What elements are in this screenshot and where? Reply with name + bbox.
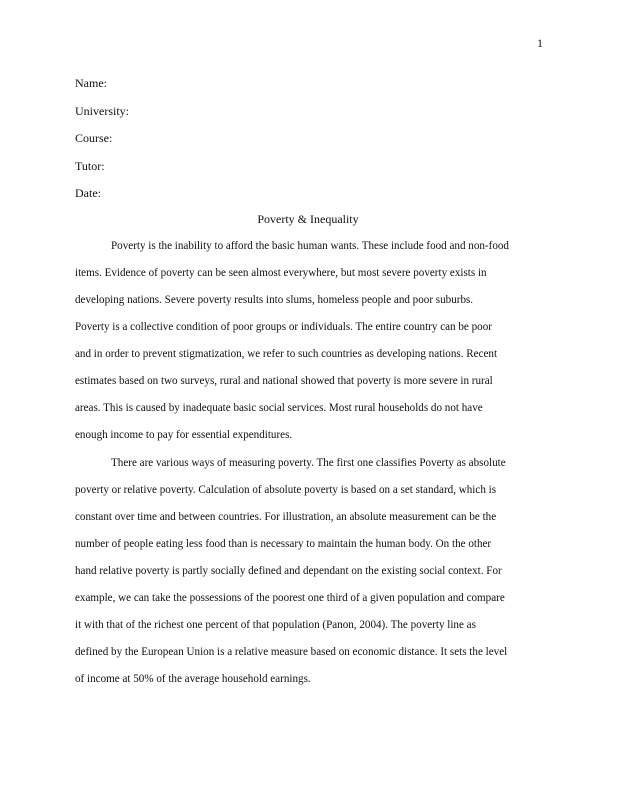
paragraph-line: items. Evidence of poverty can be seen almost everywhere, but most severe poverty exists in (75, 267, 487, 279)
tutor-label: Tutor: (75, 158, 105, 173)
paragraph-1 (75, 233, 541, 449)
paragraph-line: enough income to pay for essential expenditures. (75, 429, 293, 441)
document-body (75, 233, 541, 693)
paragraph-line: estimates based on two surveys, rural and national showed that poverty is more severe in rural (75, 375, 493, 387)
university-label: University: (75, 103, 129, 118)
paragraph-line: hand relative poverty is partly socially defined and dependant on the existing social context. For (75, 564, 502, 577)
paragraph-line: developing nations. Severe poverty results into slums, homeless people and poor suburbs. (75, 294, 474, 306)
name-label: Name: (75, 76, 107, 90)
paragraph-line: defined by the European Union is a relative measure based on economic distance. It sets the level (75, 645, 508, 658)
paragraph-line: Poverty is the inability to afford the basic human wants. These include food and non-food (111, 240, 509, 252)
paragraph-2 (75, 450, 541, 693)
paragraph-line: constant over time and between countries. For illustration, an absolute measurement can be the (75, 510, 497, 523)
page-number: 1 (537, 36, 543, 50)
course-label: Course: (75, 131, 113, 145)
paragraph-line: it with that of the richest one percent of that population (Panon, 2004). The poverty line as (75, 618, 476, 631)
paragraph-line: number of people eating less food than is necessary to maintain the human body. On the other (75, 537, 492, 550)
paragraph-line: of income at 50% of the average household earnings. (75, 672, 311, 685)
student-info-block (75, 70, 545, 208)
paragraph-line: There are various ways of measuring poverty. The first one classifies Poverty as absolute (111, 456, 506, 469)
paragraph-line: poverty or relative poverty. Calculation of absolute poverty is based on a set standard, which is (75, 483, 497, 496)
paragraph-line: areas. This is caused by inadequate basic social services. Most rural households do not have (75, 402, 483, 414)
paragraph-line: and in order to prevent stigmatization, we refer to such countries as developing nations. Recent (75, 348, 498, 360)
paragraph-line: Poverty is a collective condition of poor groups or individuals. The entire country can be poor (75, 321, 492, 333)
paragraph-line: example, we can take the possessions of the poorest one third of a given population and compare (75, 591, 505, 604)
document-title: Poverty & Inequality (257, 212, 359, 226)
date-label: Date: (75, 186, 101, 200)
